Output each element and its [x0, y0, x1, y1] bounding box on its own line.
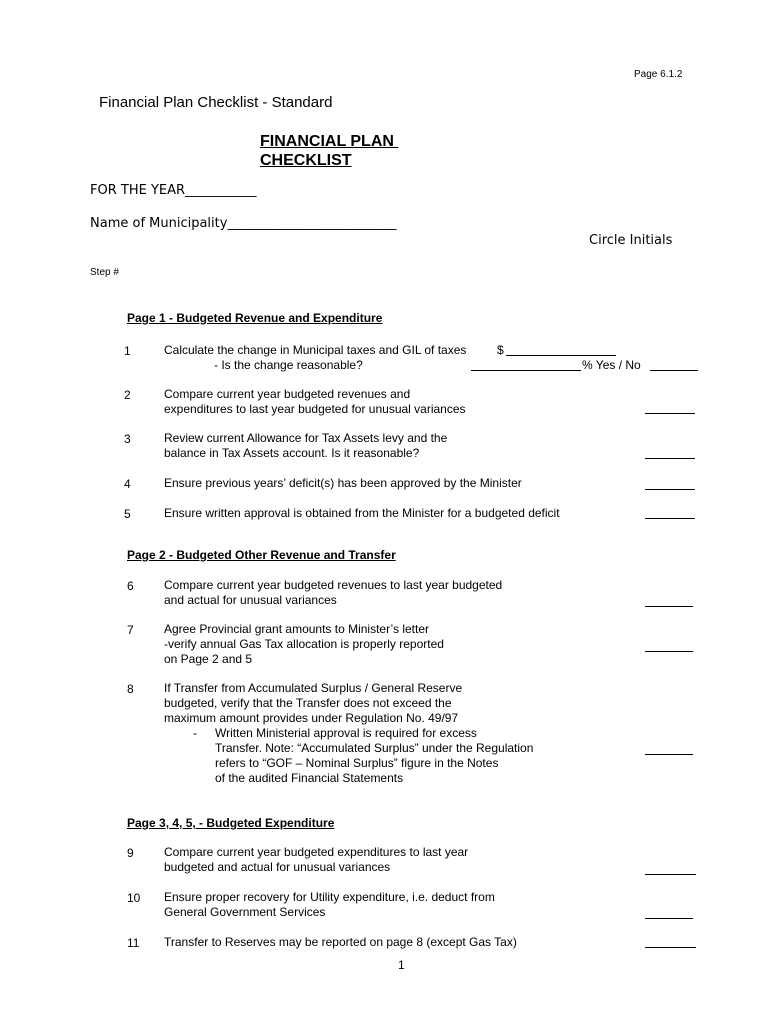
step-number: 1 [124, 344, 131, 358]
step-subtext: Transfer. Note: “Accumulated Surplus” under the Regulation [215, 741, 534, 755]
initials-blank[interactable] [645, 606, 693, 607]
step-number: 10 [127, 891, 141, 905]
step-text: General Government Services [164, 905, 326, 919]
step-subtext: - Is the change reasonable? [214, 358, 363, 372]
step-text: and actual for unusual variances [164, 593, 337, 607]
step-text: maximum amount provides under Regulation No. 49/97 [164, 711, 459, 725]
main-title-line-2: CHECKLIST [260, 152, 352, 169]
step-number: 6 [127, 579, 134, 593]
step-number: 9 [127, 846, 134, 860]
step-text: Compare current year budgeted revenues and [164, 387, 411, 401]
section-title: Page 1 - Budgeted Revenue and Expenditure [127, 311, 383, 325]
main-title [260, 132, 398, 170]
sub-bullet-dash: - [193, 726, 197, 740]
initials-blank[interactable] [645, 413, 695, 414]
step-text: Ensure previous years’ deficit(s) has been approved by the Minister [164, 476, 522, 490]
step-text: Review current Allowance for Tax Assets levy and the [164, 431, 448, 445]
step-subtext: refers to “GOF – Nominal Surplus” figure in the Notes [215, 756, 499, 770]
step-text: -verify annual Gas Tax allocation is properly reported [164, 637, 444, 651]
step-number: 11 [127, 936, 140, 950]
step-label: Step # [90, 267, 119, 278]
municipality-field[interactable]: Name of Municipality__________________________ [90, 216, 397, 231]
initials-blank[interactable] [645, 489, 695, 490]
for-year-field[interactable]: FOR THE YEAR___________ [90, 183, 257, 198]
step-number: 7 [127, 623, 134, 637]
initials-blank[interactable] [645, 918, 693, 919]
step-text: Agree Provincial grant amounts to Minister’s letter [164, 622, 430, 636]
step-subtext: Written Ministerial approval is required for excess [215, 726, 477, 740]
step-number: 8 [127, 682, 134, 696]
step-text: expenditures to last year budgeted for unusual variances [164, 402, 466, 416]
step-number: 2 [124, 388, 131, 402]
section-title: Page 3, 4, 5, - Budgeted Expenditure [127, 816, 335, 830]
step-text: Calculate the change in Municipal taxes and GIL of taxes [164, 343, 467, 357]
step-text: Ensure written approval is obtained from the Minister for a budgeted deficit [164, 506, 560, 520]
step-text: budgeted, verify that the Transfer does not exceed the [164, 696, 452, 710]
step-subtext: of the audited Financial Statements [215, 771, 404, 785]
step-text: balance in Tax Assets account. Is it reasonable? [164, 446, 420, 460]
step-text: Compare current year budgeted expenditures to last year [164, 845, 469, 859]
initials-blank[interactable] [645, 518, 695, 519]
step-number: 5 [124, 507, 131, 521]
circle-initials-label: Circle Initials [589, 233, 673, 248]
amount-blank[interactable] [506, 355, 616, 356]
initials-blank[interactable] [650, 370, 698, 371]
section-title: Page 2 - Budgeted Other Revenue and Transfer [127, 548, 396, 562]
initials-blank[interactable] [645, 754, 693, 755]
initials-blank[interactable] [645, 947, 696, 948]
main-title-line-1: FINANCIAL PLAN [260, 133, 399, 150]
initials-blank[interactable] [645, 651, 693, 652]
document-title: Financial Plan Checklist - Standard [99, 94, 333, 111]
step-text: Transfer to Reserves may be reported on page 8 (except Gas Tax) [164, 935, 517, 949]
initials-blank[interactable] [645, 458, 695, 459]
dollar-sign: $ [497, 343, 504, 357]
page-reference: Page 6.1.2 [634, 69, 683, 80]
step-number: 4 [124, 477, 131, 491]
step-text: Ensure proper recovery for Utility expenditure, i.e. deduct from [164, 890, 495, 904]
step-text: on Page 2 and 5 [164, 652, 253, 666]
step-text: budgeted and actual for unusual variances [164, 860, 391, 874]
step-number: 3 [124, 432, 131, 446]
percent-blank[interactable] [471, 370, 581, 371]
percent-yes-no: % Yes / No [582, 358, 641, 372]
step-text: If Transfer from Accumulated Surplus / General Reserve [164, 681, 463, 695]
initials-blank[interactable] [645, 874, 696, 875]
step-text: Compare current year budgeted revenues to last year budgeted [164, 578, 503, 592]
footer-page-number: 1 [398, 958, 405, 972]
